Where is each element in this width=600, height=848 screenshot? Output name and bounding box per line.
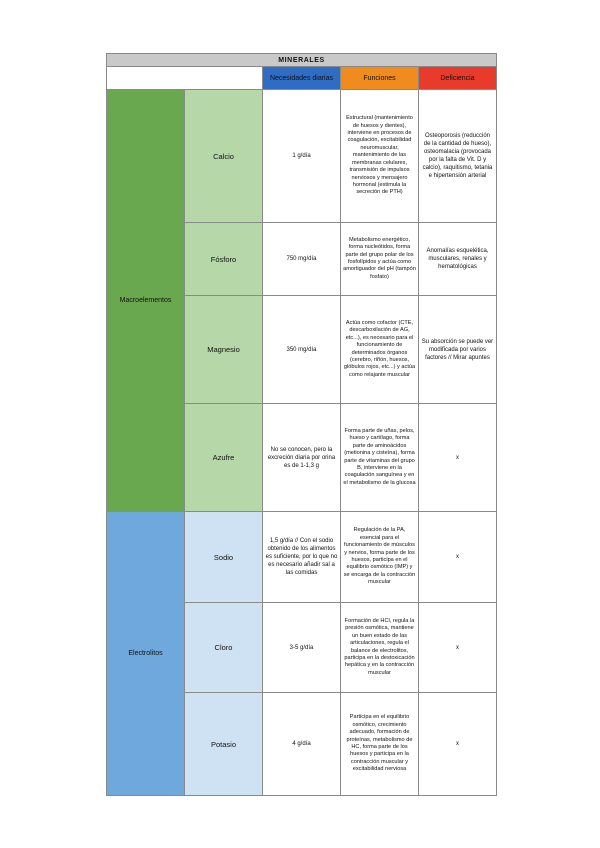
table-row [107,90,497,223]
table-title: MINERALES [107,54,497,67]
necesidades-cell: 750 mg/día [263,223,341,296]
necesidades-cell: 3-5 g/día [263,603,341,693]
header-row [107,67,497,90]
mineral-name: Potasio [185,693,263,796]
funciones-cell: Regulación de la PA, esencial para el funcionamiento de músculos y nervios, forma parte de los huesos, participa en el equilibrio osmótico (IMP) y se encarga de la contracción muscular [341,512,419,603]
title-row [107,54,497,67]
mineral-name: Magnesio [185,296,263,404]
deficiencia-cell: x [419,693,497,796]
funciones-cell: Forma parte de uñas, pelos, hueso y cartílago, forma parte de aminoácidos (metionina y cisteína), forma parte de vitaminas del grupo B, interviene en la coagulación sanguínea y en el metabolismo de la glucosa [341,404,419,512]
funciones-cell: Participa en el equilibrio osmótico, crecimiento adecuado, formación de proteínas, metabolismo de HC, forma parte de los huesos y participa en la contracción muscular y excitabilidad nerviosa [341,693,419,796]
group-macroelementos: Macroelementos [107,90,185,512]
funciones-cell: Metabolismo energético, forma nucleótidos, forma parte del grupo polar de los fosfolípidos y actúa como amortiguador del pH (tampón fosfato) [341,223,419,296]
necesidades-cell: 4 g/día [263,693,341,796]
table-row [107,512,497,603]
group-electrolitos: Electrolitos [107,512,185,796]
mineral-name: Fósforo [185,223,263,296]
deficiencia-cell: Su absorción se puede ver modificada por varios factores // Mirar apuntes [419,296,497,404]
mineral-name: Cloro [185,603,263,693]
necesidades-cell: 1,5 g/día // Con el sodio obtenido de los alimentos es suficiente, por lo que no es necesario añadir sal a las comidas [263,512,341,603]
necesidades-cell: No se conocen, pero la excreción diaria por orina es de 1-1,3 g [263,404,341,512]
header-funciones: Funciones [341,67,419,90]
funciones-cell: Actúa como cofactor (CTE, descarboxilación de AG, etc...), es necesario para el funcionamiento de determinados órganos (cerebro, riñón, huesos, glóbulos rojos, etc...) y actúa como relajante muscular [341,296,419,404]
mineral-name: Azufre [185,404,263,512]
deficiencia-cell: Osteoporosis (reducción de la cantidad de hueso), osteomalacia (provocada por la falta de Vit. D y calcio), raquitismo, tetania e hipertensión arterial [419,90,497,223]
header-blank [107,67,263,90]
minerals-table [106,53,497,796]
mineral-name: Sodio [185,512,263,603]
funciones-cell: Formación de HCl, regula la presión osmótica, mantiene un buen estado de las articulaciones, regula el balance de electrolitos, participa en la destoxicación hepática y en la contracción muscular [341,603,419,693]
deficiencia-cell: x [419,404,497,512]
funciones-cell: Estructural (mantenimiento de huesos y dientes), interviene en procesos de coagulación, excitabilidad neuromuscular, mantenimiento de las membranas celulares, transmisión de impulsos nerviosos y mensajero hormonal (estimula la secreción de PTH) [341,90,419,223]
necesidades-cell: 1 g/día [263,90,341,223]
necesidades-cell: 350 mg/día [263,296,341,404]
deficiencia-cell: x [419,603,497,693]
header-necesidades: Necesidades diarias [263,67,341,90]
deficiencia-cell: Anomalías esquelética, musculares, renales y hematológicas [419,223,497,296]
mineral-name: Calcio [185,90,263,223]
header-deficiencia: Deficiencia [419,67,497,90]
deficiencia-cell: x [419,512,497,603]
